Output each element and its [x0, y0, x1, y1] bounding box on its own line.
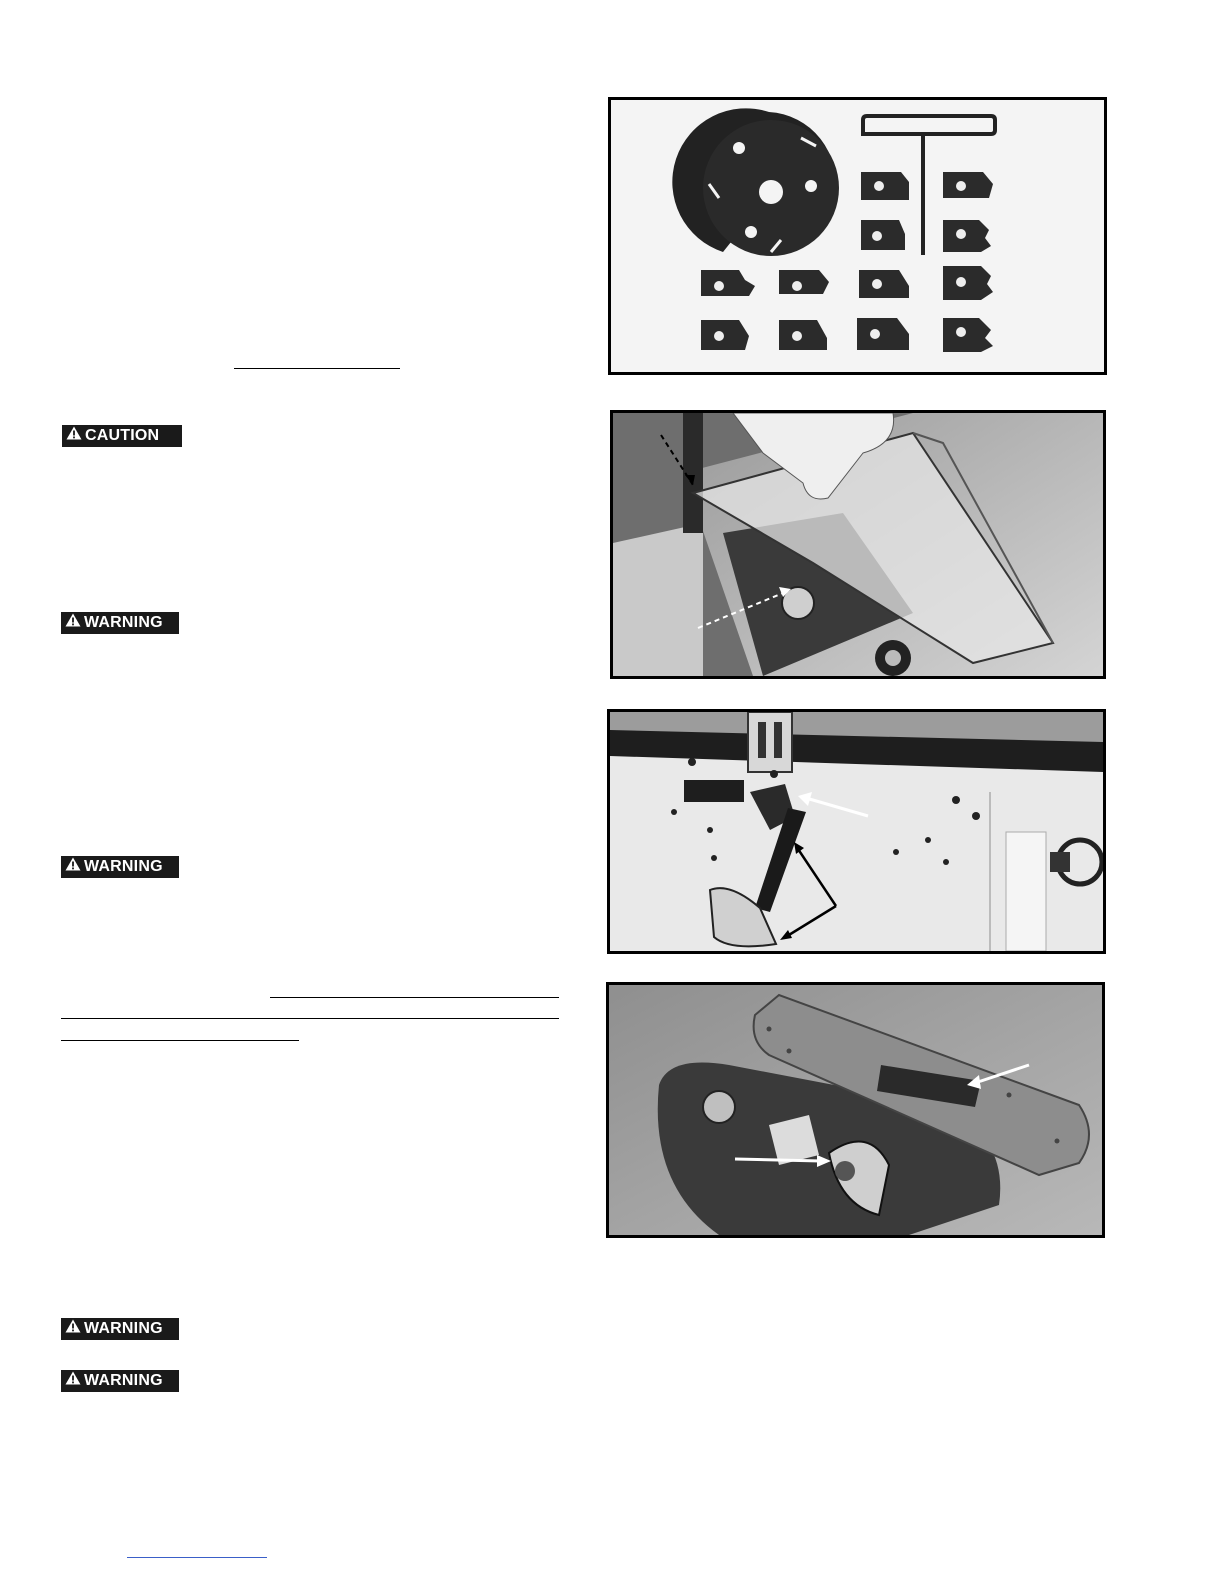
warning-label: WARNING	[84, 1320, 163, 1337]
link-underline[interactable]	[127, 1557, 267, 1558]
warning-badge	[61, 612, 179, 634]
underline-rule-3	[61, 1018, 559, 1019]
warning-triangle-icon	[65, 612, 81, 634]
underline-rule-2	[270, 997, 559, 998]
figure-table-insert	[606, 982, 1105, 1238]
underline-rule-4	[61, 1040, 299, 1041]
figure-blade-guard	[610, 410, 1106, 679]
warning-triangle-icon	[65, 1318, 81, 1340]
warning-triangle-icon	[65, 1370, 81, 1392]
warning-badge	[61, 1318, 179, 1340]
caution-badge	[62, 425, 182, 447]
caution-label: CAUTION	[85, 427, 160, 444]
warning-badge	[61, 856, 179, 878]
warning-triangle-icon	[66, 425, 82, 447]
warning-triangle-icon	[65, 856, 81, 878]
warning-label: WARNING	[84, 1372, 163, 1389]
warning-label: WARNING	[84, 858, 163, 875]
warning-label: WARNING	[84, 614, 163, 631]
figure-splitter-mount	[607, 709, 1106, 954]
warning-badge	[61, 1370, 179, 1392]
figure-molding-cutterhead	[608, 97, 1107, 375]
underline-rule-1	[234, 368, 400, 369]
